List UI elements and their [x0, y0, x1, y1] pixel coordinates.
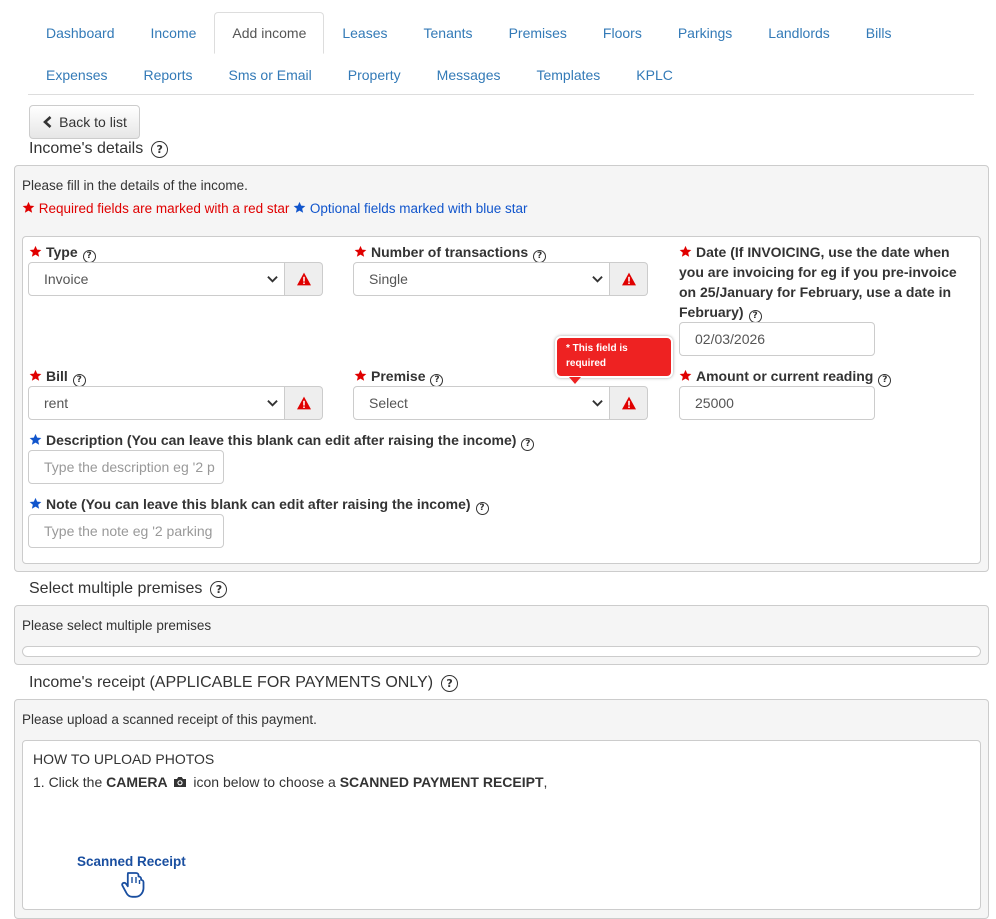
blue-star-icon: [29, 497, 42, 510]
scanned-receipt-label[interactable]: Scanned Receipt: [77, 854, 186, 869]
type-label: Type ?: [29, 242, 96, 263]
back-button-label: Back to list: [59, 114, 127, 130]
note-input[interactable]: Type the note eg '2 parking: [28, 514, 224, 548]
howto-title: HOW TO UPLOAD PHOTOS: [33, 751, 215, 767]
tab-parkings[interactable]: Parkings: [677, 24, 733, 41]
multiple-premises-text: Please select multiple premises: [22, 618, 212, 633]
warning-triangle-icon: [621, 272, 637, 286]
fields-legend: Required fields are marked with a red star Optional fields marked with blue star: [22, 201, 528, 216]
tab-add-income[interactable]: Add income: [214, 12, 324, 54]
question-circle-icon[interactable]: ?: [430, 374, 443, 387]
bill-warning-addon: [285, 386, 323, 420]
red-star-icon: [679, 245, 692, 258]
transactions-label: Number of transactions ?: [354, 242, 546, 263]
type-select[interactable]: Invoice: [28, 262, 285, 296]
red-star-icon: [22, 201, 35, 214]
transactions-warning-addon: [610, 262, 648, 296]
transactions-select[interactable]: Single: [353, 262, 610, 296]
warning-triangle-icon: [296, 272, 312, 286]
red-star-icon: [679, 369, 692, 382]
tab-templates[interactable]: Templates: [536, 66, 601, 83]
camera-icon: [173, 776, 187, 788]
chevron-down-icon: [592, 399, 603, 407]
multiple-premises-selector[interactable]: [22, 646, 981, 657]
red-star-icon: [354, 369, 367, 382]
tab-property[interactable]: Property: [347, 66, 401, 83]
red-star-icon: [29, 245, 42, 258]
red-star-icon: [29, 369, 42, 382]
nav-tabs-row-2: [28, 54, 974, 95]
question-circle-icon[interactable]: ?: [476, 502, 489, 515]
question-circle-icon[interactable]: ?: [521, 438, 534, 451]
tab-premises[interactable]: Premises: [508, 24, 567, 41]
income-details-intro: Please fill in the details of the income.: [22, 178, 248, 193]
date-label: Date (If INVOICING, use the date when you are invoicing for eg if you pre-invoice on 25/January for February, use a date in February) ?: [679, 244, 957, 321]
tab-income[interactable]: Income: [150, 24, 197, 41]
chevron-down-icon: [267, 399, 278, 407]
blue-star-icon: [29, 433, 42, 446]
red-star-icon: [354, 245, 367, 258]
premise-warning-addon: [610, 386, 648, 420]
warning-triangle-icon: [296, 396, 312, 410]
premise-error-tooltip: * This field is required: [555, 336, 673, 378]
question-circle-icon[interactable]: ?: [151, 141, 168, 158]
tooltip-arrow: [569, 377, 581, 384]
premise-label: Premise ?: [354, 366, 443, 387]
tab-expenses[interactable]: Expenses: [46, 66, 108, 83]
description-label: Description (You can leave this blank can edit after raising the income) ?: [29, 430, 534, 451]
bill-select[interactable]: rent: [28, 386, 285, 420]
tab-landlords[interactable]: Landlords: [768, 24, 830, 41]
chevron-down-icon: [592, 275, 603, 283]
question-circle-icon[interactable]: ?: [533, 250, 546, 263]
hand-pointer-icon[interactable]: [119, 871, 147, 901]
amount-label: Amount or current reading ?: [679, 366, 891, 387]
chevron-left-icon: [42, 116, 53, 128]
tab-reports[interactable]: Reports: [143, 66, 193, 83]
question-circle-icon[interactable]: ?: [73, 374, 86, 387]
receipt-title: Income's receipt (APPLICABLE FOR PAYMENTS ONLY) ?: [29, 674, 458, 692]
question-circle-icon[interactable]: ?: [83, 250, 96, 263]
tab-bills[interactable]: Bills: [865, 24, 892, 41]
question-circle-icon[interactable]: ?: [749, 310, 762, 323]
back-to-list-button[interactable]: [29, 105, 140, 139]
tab-messages[interactable]: Messages: [436, 66, 501, 83]
question-circle-icon[interactable]: ?: [441, 675, 458, 692]
bill-label: Bill ?: [29, 366, 86, 387]
receipt-text: Please upload a scanned receipt of this payment.: [22, 712, 317, 727]
tab-floors[interactable]: Floors: [602, 24, 642, 41]
question-circle-icon[interactable]: ?: [878, 374, 891, 387]
type-warning-addon: [285, 262, 323, 296]
multiple-premises-title: Select multiple premises ?: [29, 580, 227, 598]
description-input[interactable]: Type the description eg '2 p: [28, 450, 224, 484]
chevron-down-icon: [267, 275, 278, 283]
blue-star-icon: [293, 201, 306, 214]
nav-tabs-row-1: [28, 12, 974, 54]
note-label: Note (You can leave this blank can edit after raising the income) ?: [29, 494, 489, 515]
tab-leases[interactable]: Leases: [342, 24, 388, 41]
tab-kplc[interactable]: KPLC: [636, 66, 673, 83]
question-circle-icon[interactable]: ?: [210, 581, 227, 598]
tab-sms-or-email[interactable]: Sms or Email: [228, 66, 312, 83]
amount-input[interactable]: 25000: [679, 386, 875, 420]
warning-triangle-icon: [621, 396, 637, 410]
howto-step-1: 1. Click the CAMERA icon below to choose a SCANNED PAYMENT RECEIPT,: [33, 774, 548, 790]
premise-select[interactable]: Select: [353, 386, 610, 420]
date-input[interactable]: 02/03/2026: [679, 322, 875, 356]
income-details-title: Income's details ?: [29, 140, 168, 158]
tab-dashboard[interactable]: Dashboard: [46, 24, 115, 41]
tab-tenants[interactable]: Tenants: [423, 24, 473, 41]
